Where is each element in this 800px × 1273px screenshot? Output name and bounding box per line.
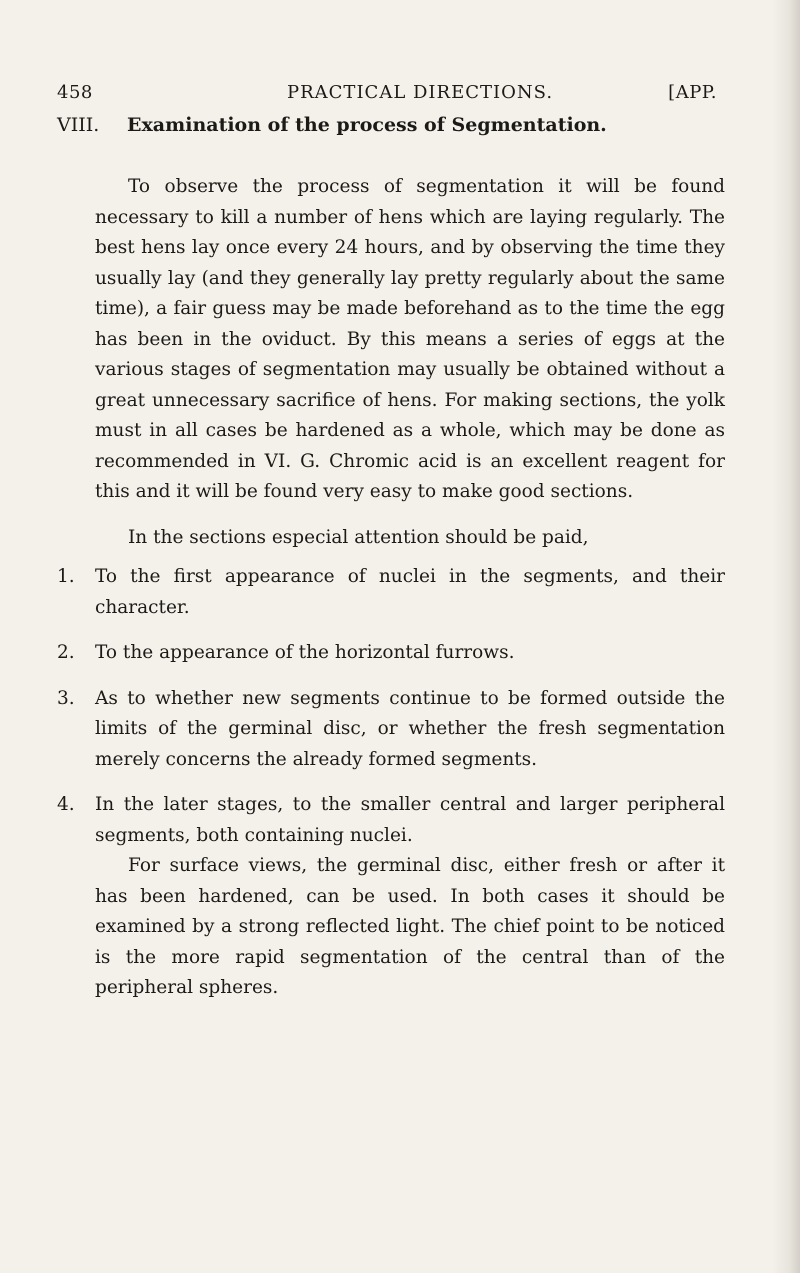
list-item (57, 684, 725, 776)
list-item-text: To the appearance of the horizontal furrows. (95, 642, 515, 663)
list-marker: 1. (57, 566, 75, 587)
list-marker: 3. (57, 687, 75, 709)
paragraph-intro: To observe the process of segmentation it will be found necessary to kill a number of hens which are laying regularly. The best hens lay once every 24 hours, and by observing the time they usually lay (and they generally lay pretty regularly about the same time), a fair guess may be made beforehand as to the time the egg has been in the oviduct. By this means a series of eggs at the various stages of segmentation may usually be obtained without a great unnecessary sacrifice of hens. For making sections, the yolk must in all cases be hardened as a whole, which may be done as recommended in VI. G. Chromic acid is an excellent reagent for this and it will be found very easy to make good sections. (95, 176, 725, 502)
list-item-text: As to whether new segments continue to be formed outside the limits of the germinal disc, or whether the fresh segmentation merely concerns the already formed segments. (95, 687, 725, 770)
paragraph-attention: In the sections especial attention should be paid, (128, 526, 589, 548)
list-item (57, 562, 725, 623)
section-title: Examination of the process of Segmentation. (127, 114, 607, 136)
list-item (57, 790, 725, 1004)
list-marker: 2. (57, 642, 75, 663)
list-item-continuation: For surface views, the germinal disc, either fresh or after it has been hardened, can be used. In both cases it should be examined by a strong reflected light. The chief point to be noticed is the more rapid segmentation of the central than of the peripheral spheres. (95, 855, 725, 998)
running-head-title: PRACTICAL DIRECTIONS. (287, 82, 554, 103)
list-marker: 4. (57, 794, 75, 815)
running-header (57, 82, 717, 112)
page-number: 458 (57, 82, 93, 103)
appendix-tag: [APP. (668, 82, 717, 103)
list-item-text: To the first appearance of nuclei in the segments, and their character. (95, 566, 725, 618)
list-item (57, 638, 725, 669)
body-text (57, 172, 725, 1004)
section-number: VIII. (57, 114, 100, 136)
section-heading (57, 114, 757, 136)
list-item-text: In the later stages, to the smaller central and larger peripheral segments, both containing nuclei. (95, 794, 725, 846)
page-edge-shadow (772, 0, 800, 1273)
